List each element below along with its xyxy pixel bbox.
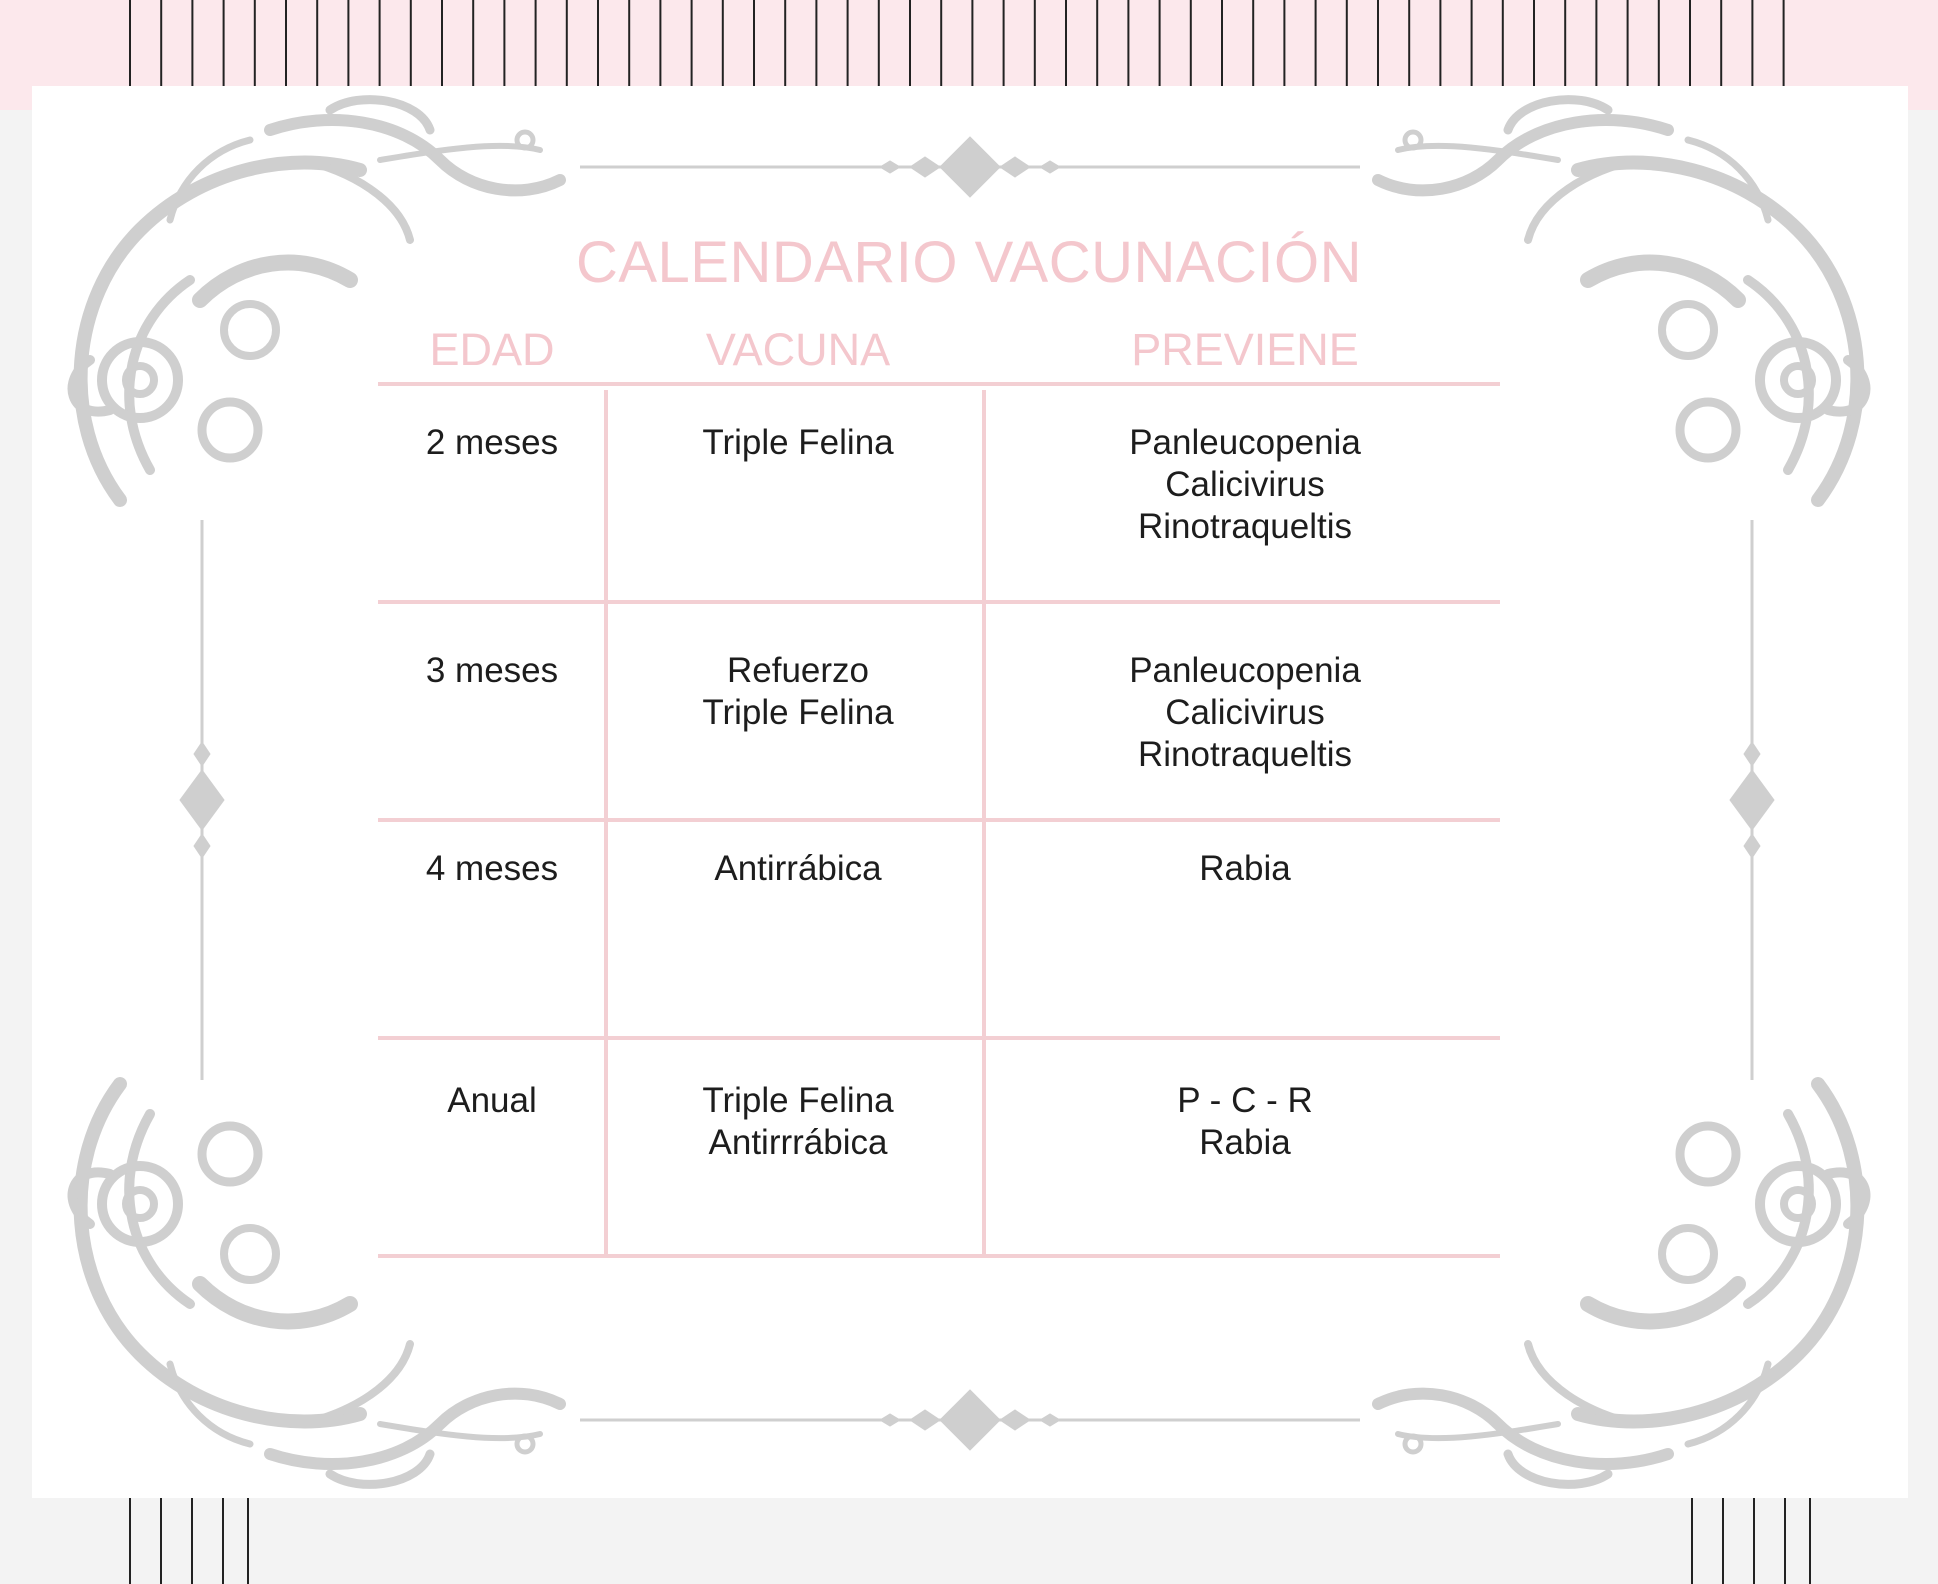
cell-edad: 4 meses — [425, 849, 559, 888]
cell-previene: Panleucopenia Calicivirus Rinotraqueltis — [1129, 651, 1361, 774]
cell-previene: Panleucopenia Calicivirus Rinotraqueltis — [1129, 423, 1361, 546]
column-divider — [604, 390, 608, 1258]
vaccination-table — [378, 318, 1500, 1258]
cell-previene: P - C - R Rabia — [1177, 1081, 1313, 1162]
cell-vacuna: Refuerzo Triple Felina — [702, 651, 894, 732]
cell-vacuna: Triple Felina Antirrrábica — [702, 1081, 894, 1162]
cell-vacuna: Antirrábica — [714, 849, 882, 888]
left-divider-ornament — [180, 520, 224, 1080]
cell-edad: 3 meses — [425, 651, 559, 690]
bottom-divider-ornament — [580, 1390, 1360, 1450]
cell-edad: Anual — [447, 1081, 537, 1120]
page-title: CALENDARIO VACUNACIÓN — [575, 230, 1363, 295]
right-divider-ornament — [1730, 520, 1774, 1080]
column-header-previene: PREVIENE — [1131, 324, 1359, 375]
cell-previene: Rabia — [1199, 849, 1291, 888]
cell-vacuna: Triple Felina — [702, 423, 894, 462]
table-bottom-rule — [378, 1254, 1500, 1258]
top-divider-ornament — [580, 137, 1360, 197]
header-rule — [378, 382, 1500, 386]
row-divider — [378, 818, 1500, 822]
cell-edad: 2 meses — [425, 423, 559, 462]
row-divider — [378, 600, 1500, 604]
row-divider — [378, 1036, 1500, 1040]
column-header-edad: EDAD — [429, 324, 555, 375]
column-header-vacuna: VACUNA — [705, 324, 891, 375]
